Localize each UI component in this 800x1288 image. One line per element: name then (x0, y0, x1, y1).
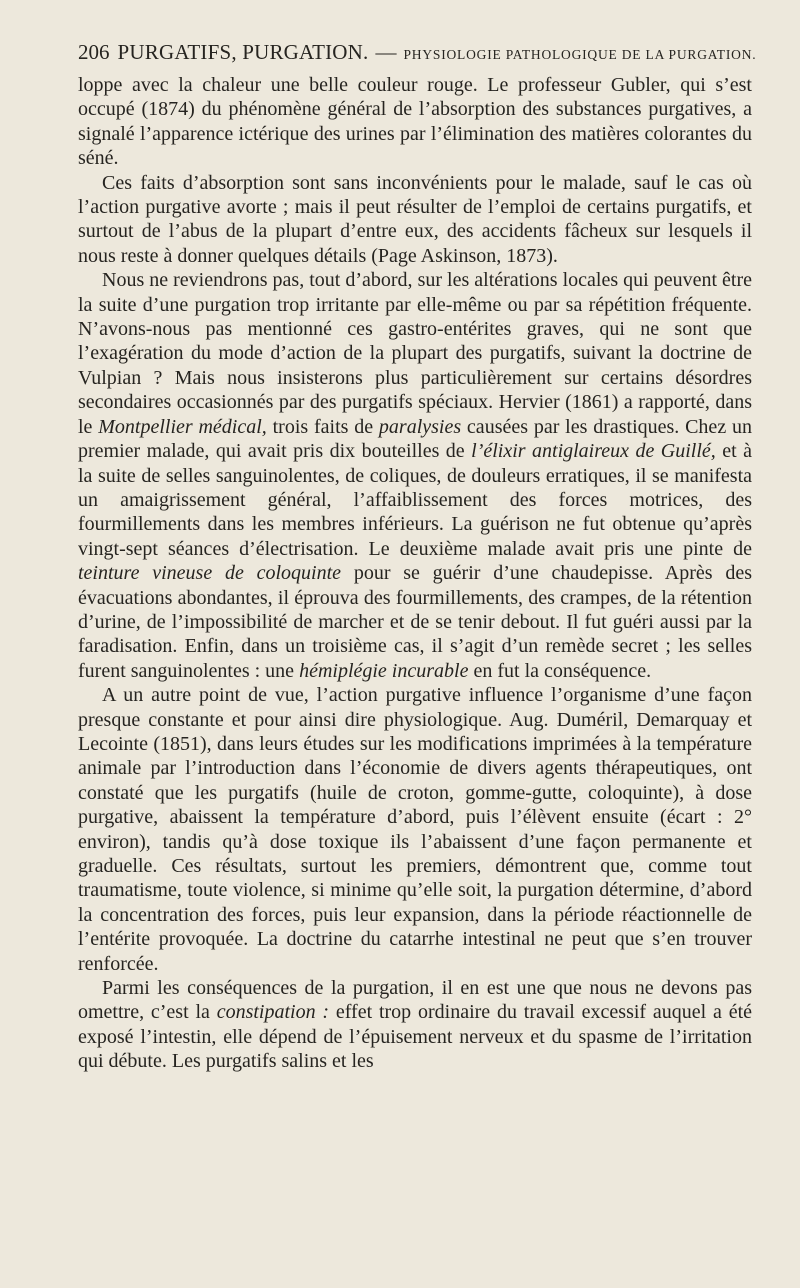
paragraph (78, 73, 752, 171)
body-text (78, 73, 752, 1074)
text-run: pour se guérir d’une chaudepisse. Après des évacuations abondantes, il éprouva des fourmillements, des crampes, de la rétention d’urine, de l’impossibilité de marcher et de se tenir debout. Il fut guéri aussi par la faradisation. Enfin, dans un troisième cas, il s’agit d’un remède secret ; les selles furent sanguinolentes : une (78, 562, 752, 682)
text-run: en fut la conséquence. (468, 659, 652, 682)
text-run: trois faits de (266, 415, 379, 438)
text-run: A un autre point de vue, l’action purgative influence l’organisme d’une façon presque constante et pour ainsi dire physiologique. Aug. Duméril, Demarquay et Lecointe (1851), dans leurs études sur les modifications imprimées à la température animale par l’introduction dans l’économie de divers agents thérapeutiques, ont constaté que les purgatifs (huile de croton, gomme-gutte, coloquinte), à dose purgative, abaissent la température d’abord, puis l’élèvent ensuite (écart : 2° environ), tandis qu’à dose toxique ils l’abaissent d’une façon permanente et graduelle. Ces résultats, surtout les premiers, démontrent que, comme tout traumatisme, toute violence, si minime qu’elle soit, la purgation détermine, d’abord la concentration des forces, puis leur expansion, dans la période réactionnelle de l’entérite provoquée. La doctrine du catarrhe intestinal ne peut que s’en trouver renforcée. (78, 684, 752, 975)
paragraph (78, 683, 752, 976)
subsection-title: PHYSIOLOGIE PATHOLOGIQUE DE LA PURGATION. (403, 47, 757, 62)
italic-text: Montpellier médical, (98, 415, 267, 438)
italic-text: l’élixir antiglaireux de Guillé, (471, 440, 716, 463)
paragraph (78, 171, 752, 269)
italic-text: paralysies (378, 415, 462, 438)
paragraph (78, 268, 752, 683)
text-run: loppe avec la chaleur une belle couleur rouge. Le professeur Gubler, qui s’est occupé (1874) du phénomène général de l’absorption des substances purgatives, a signalé l’apparence ictérique des urines par l’élimination des matières colorantes du séné. (78, 74, 752, 170)
header-separator: — (375, 40, 397, 64)
text-run: Parmi les conséquences de la purgation, il en est une que nous ne devons pas omettre, c’est la (78, 977, 752, 1024)
italic-text: constipation : (216, 1001, 330, 1024)
text-run: effet trop ordinaire du travail excessif auquel a été exposé l’intestin, elle dépend de l’épuisement nerveux et du spasme de l’irritation qui débute. Les purgatifs salins et les (78, 1001, 753, 1073)
text-run: Ces faits d’absorption sont sans inconvénients pour le malade, sauf le cas où l’action purgative avorte ; mais il peut résulter de l’emploi de certains purgatifs, et surtout de l’abus de la plupart d’entre eux, des accidents fâcheux sur lesquels il nous reste à donner quelques détails (Page Askinson, 1873). (78, 171, 752, 267)
page-number: 206 (78, 40, 110, 64)
text-run: Nous ne reviendrons pas, tout d’abord, sur les altérations locales qui peuvent être la suite d’une purgation trop irritante par elle-même ou par sa répétition fréquente. N’avons-nous pas mentionné ces gastro-entérites graves, qui ne sont que l’exagération du mode d’action de la plupart des purgatifs, suivant la doctrine de Vulpian ? Mais nous insisterons plus particulièrement sur certains désordres secondaires occasionnés par des purgatifs spéciaux. Hervier (1861) a rapporté, dans le (78, 269, 752, 438)
text-run: et à la suite de selles sanguinolentes, de coliques, de douleurs erratiques, il se manifesta un amaigrissement général, l’affaiblissement des forces motrices, des fourmillements dans les membres inférieurs. La guérison ne fut obtenue qu’après vingt-sept séances d’électrisation. Le deuxième malade avait pris une pinte de (78, 440, 753, 560)
paragraph (78, 976, 752, 1074)
section-title: PURGATIFS, PURGATION. (117, 40, 369, 64)
italic-text: hémiplégie incurable (299, 659, 469, 682)
text-run: causées par les drastiques. Chez un premier malade, qui avait pris dix bouteilles de (78, 415, 753, 463)
italic-text: teinture vineuse de coloquinte (78, 562, 342, 585)
running-header (78, 38, 757, 69)
